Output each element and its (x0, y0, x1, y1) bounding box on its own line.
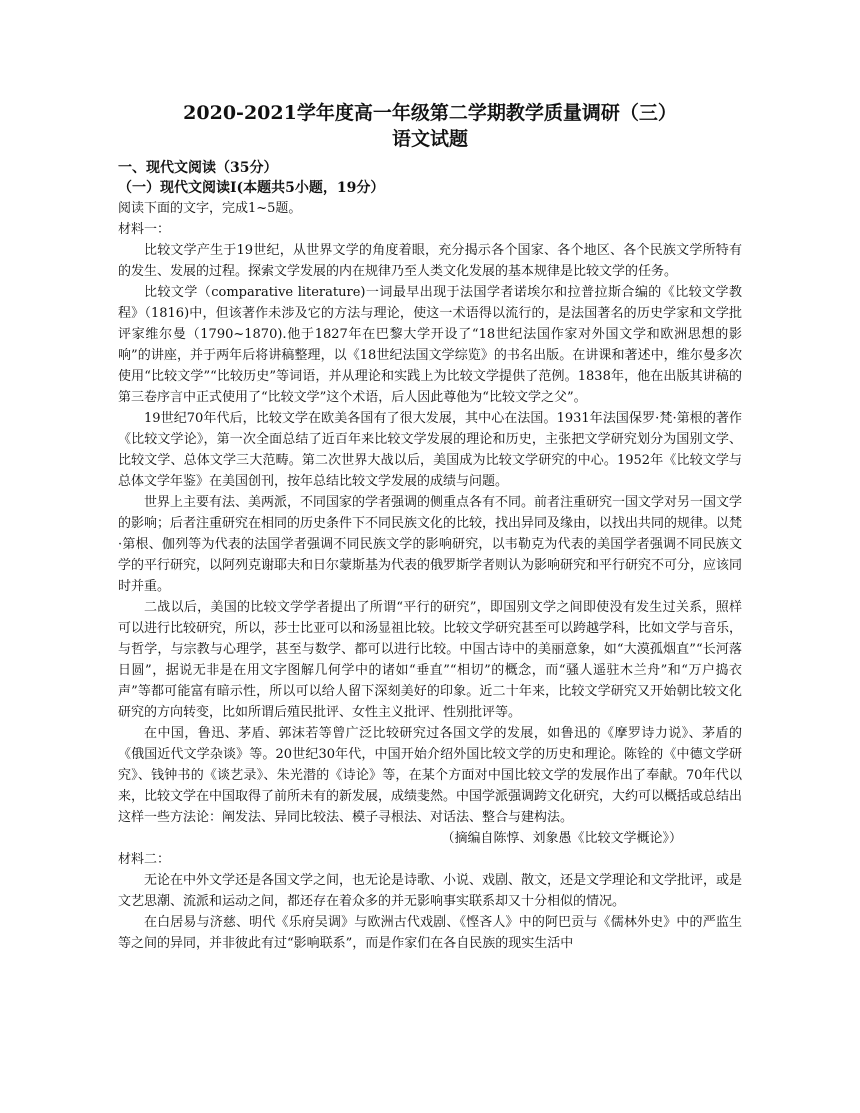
instruction-text: 阅读下面的文字，完成1~5题。 (118, 201, 302, 216)
material-one-paragraph-5: 二战以后，美国的比较文学学者提出了所谓“平行的研究”，即国别文学之间即使没有发生过关系，照样可以进行比较研究，所以，莎士比亚可以和汤显祖比较。比较文学研究甚至可以跨越学科，比如文学与音乐，与哲学，与宗教与心理学，甚至与数学、都可以进行比较。中国古诗中的美丽意象，如“大漠孤烟直”“长河落日圆”，据说无非是在用文字图解几何学中的诸如“垂直”“相切”的概念，而“骚人遥驻木兰舟”和“万户捣衣声”等都可能富有暗示性，所以可以给人留下深刻美好的印象。近二十年来，比较文学研究又开始朝比较文化研究的方向转变，比如所谓后殖民批评、女性主义批评、性别批评等。 (118, 600, 743, 720)
section-heading: 一、现代文阅读（35分） (118, 160, 278, 176)
document-title: 2020-2021学年度高一年级第二学期教学质量调研（三） (183, 102, 677, 124)
material-one-paragraph-1: 比较文学产生于19世纪，从世界文学的角度着眼，充分揭示各个国家、各个地区、各个民族文学所特有的发生、发展的过程。探索文学发展的内在规律乃至人类文化发展的基本规律是比较文学的任务。 (118, 243, 742, 279)
material-two-paragraph-1: 无论在中外文学还是各国文学之间，也无论是诗歌、小说、戏剧、散文，还是文学理论和文学批评，或是文艺思潮、流派和运动之间，都还存在着众多的并无影响事实联系却又十分相似的情况。 (118, 873, 743, 909)
document-page (118, 100, 742, 954)
material-one-paragraph-6: 在中国，鲁迅、茅盾、郭沫若等曾广泛比较研究过各国文学的发展，如鲁迅的《摩罗诗力说》、茅盾的《俄国近代文学杂谈》等。20世纪30年代，中国开始介绍外国比较文学的历史和理论。陈铨的《中德文学研究》、钱钟书的《谈艺录》、朱光潜的《诗论》等，在某个方面对中国比较文学的发展作出了奉献。70年代以来，比较文学在中国取得了前所未有的新发展，成绩斐然。中国学派强调跨文化研究，大约可以概括或总结出这样一些方法论：阐发法、异同比较法、模子寻根法、对话法、整合与建构法。 (118, 726, 743, 825)
material-two-label: 材料二： (118, 852, 171, 867)
document-subtitle: 语文试题 (391, 128, 468, 150)
material-one-paragraph-3: 19世纪70年代后，比较文学在欧美各国有了很大发展，其中心在法国。1931年法国保罗·梵·第根的著作《比较文学论》，第一次全面总结了近百年来比较文学发展的理论和历史，主张把文学研究划分为国别文学、比较文学、总体文学三大范畴。第二次世界大战以后，美国成为比较文学研究的中心。1952年《比较文学与总体文学年鉴》在美国创刊，按年总结比较文学发展的成绩与问题。 (118, 411, 742, 489)
material-two-paragraph-2: 在白居易与济慈、明代《乐府吴调》与欧洲古代戏剧、《悭吝人》中的阿巴贡与《儒林外史》中的严监生等之间的异同，并非彼此有过“影响联系”，而是作家们在各自民族的现实生活中 (118, 915, 742, 951)
material-one-source: （摘编自陈惇、刘象愚《比较文学概论》） (441, 831, 682, 846)
subsection-heading: （一）现代文阅读I(本题共5小题，19分） (118, 180, 385, 196)
material-one-paragraph-2: 比较文学（comparative literature)一词最早出现于法国学者诺埃尔和拉普拉斯合编的《比较文学教程》（1816)中，但该著作未涉及它的方法与理论，使这一术语得以流行的，是法国著名的历史学家和文学批评家维尔曼（1790~1870).他于1827年在巴黎大学开设了“18世纪法国作家对外国文学和欧洲思想的影响”的讲座，并于两年后将讲稿整理，以《18世纪法国文学综览》的书名出版。在讲课和著述中，维尔曼多次使用“比较文学”“比较历史”等词语，并从理论和实践上为比较文学提供了范例。1838年，他在出版其讲稿的第三卷序言中正式使用了“比较文学”这个术语，后人因此尊他为“比较文学之父”。 (118, 285, 742, 405)
material-one-paragraph-4: 世界上主要有法、美两派，不同国家的学者强调的侧重点各有不同。前者注重研究一国文学对另一国文学的影响；后者注重研究在相同的历史条件下不同民族文化的比较，找出异同及缘由，以找出共同的规律。以梵·第根、伽列等为代表的法国学者强调不同民族文学的影响研究，以韦勒克为代表的美国学者强调不同民族文学的平行研究，以阿列克谢耶夫和日尔蒙斯基为代表的俄罗斯学者则认为影响研究和平行研究不可分，应该同时并重。 (118, 495, 743, 594)
material-one-label: 材料一： (118, 222, 171, 237)
